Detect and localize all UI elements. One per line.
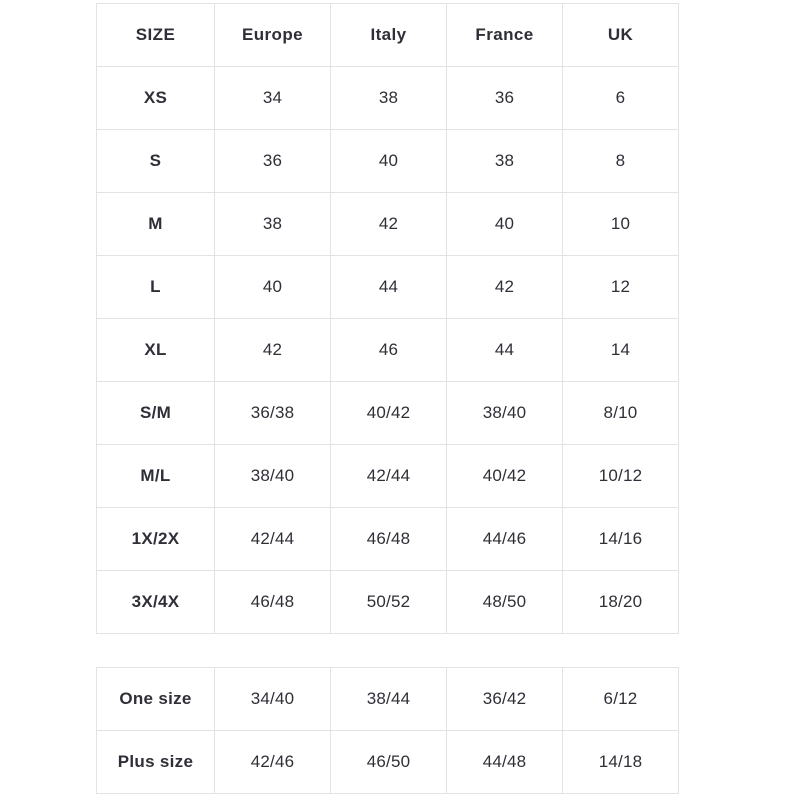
table-row <box>97 508 679 571</box>
cell-italy: 38/44 <box>331 668 447 731</box>
column-header-europe: Europe <box>215 4 331 67</box>
cell-uk: 10/12 <box>563 445 679 508</box>
cell-europe: 34/40 <box>215 668 331 731</box>
cell-italy: 40/42 <box>331 382 447 445</box>
cell-france: 48/50 <box>447 571 563 634</box>
size-conversion-table <box>96 3 679 634</box>
cell-italy: 46/48 <box>331 508 447 571</box>
cell-france: 44/46 <box>447 508 563 571</box>
table-row <box>97 193 679 256</box>
column-header-uk: UK <box>563 4 679 67</box>
cell-europe: 42/46 <box>215 731 331 794</box>
column-header-size: SIZE <box>97 4 215 67</box>
cell-uk: 8 <box>563 130 679 193</box>
row-label: 3X/4X <box>97 571 215 634</box>
table-header-row <box>97 4 679 67</box>
cell-france: 38/40 <box>447 382 563 445</box>
cell-italy: 46 <box>331 319 447 382</box>
row-label: L <box>97 256 215 319</box>
cell-europe: 38/40 <box>215 445 331 508</box>
table-row <box>97 382 679 445</box>
cell-italy: 50/52 <box>331 571 447 634</box>
cell-italy: 40 <box>331 130 447 193</box>
table-row <box>97 319 679 382</box>
cell-italy: 42/44 <box>331 445 447 508</box>
table-row <box>97 668 679 731</box>
cell-france: 44/48 <box>447 731 563 794</box>
cell-uk: 6 <box>563 67 679 130</box>
column-header-france: France <box>447 4 563 67</box>
row-label: 1X/2X <box>97 508 215 571</box>
cell-italy: 42 <box>331 193 447 256</box>
cell-france: 36 <box>447 67 563 130</box>
cell-uk: 18/20 <box>563 571 679 634</box>
row-label: S/M <box>97 382 215 445</box>
table-row <box>97 571 679 634</box>
column-header-italy: Italy <box>331 4 447 67</box>
cell-uk: 8/10 <box>563 382 679 445</box>
cell-france: 36/42 <box>447 668 563 731</box>
cell-france: 38 <box>447 130 563 193</box>
cell-france: 40 <box>447 193 563 256</box>
row-label: M/L <box>97 445 215 508</box>
cell-italy: 38 <box>331 67 447 130</box>
cell-europe: 42 <box>215 319 331 382</box>
cell-europe: 38 <box>215 193 331 256</box>
cell-europe: 36 <box>215 130 331 193</box>
table-row <box>97 256 679 319</box>
cell-france: 40/42 <box>447 445 563 508</box>
table-row <box>97 731 679 794</box>
cell-uk: 14 <box>563 319 679 382</box>
cell-italy: 44 <box>331 256 447 319</box>
cell-uk: 14/18 <box>563 731 679 794</box>
cell-europe: 36/38 <box>215 382 331 445</box>
row-label: XL <box>97 319 215 382</box>
row-label: M <box>97 193 215 256</box>
cell-europe: 42/44 <box>215 508 331 571</box>
table-row <box>97 67 679 130</box>
cell-europe: 40 <box>215 256 331 319</box>
row-label: XS <box>97 67 215 130</box>
row-label: One size <box>97 668 215 731</box>
cell-uk: 14/16 <box>563 508 679 571</box>
cell-france: 42 <box>447 256 563 319</box>
cell-europe: 34 <box>215 67 331 130</box>
cell-uk: 10 <box>563 193 679 256</box>
row-label: Plus size <box>97 731 215 794</box>
table-row <box>97 130 679 193</box>
cell-italy: 46/50 <box>331 731 447 794</box>
table-row <box>97 445 679 508</box>
cell-uk: 12 <box>563 256 679 319</box>
cell-uk: 6/12 <box>563 668 679 731</box>
cell-france: 44 <box>447 319 563 382</box>
cell-europe: 46/48 <box>215 571 331 634</box>
one-size-conversion-table <box>96 667 679 794</box>
row-label: S <box>97 130 215 193</box>
